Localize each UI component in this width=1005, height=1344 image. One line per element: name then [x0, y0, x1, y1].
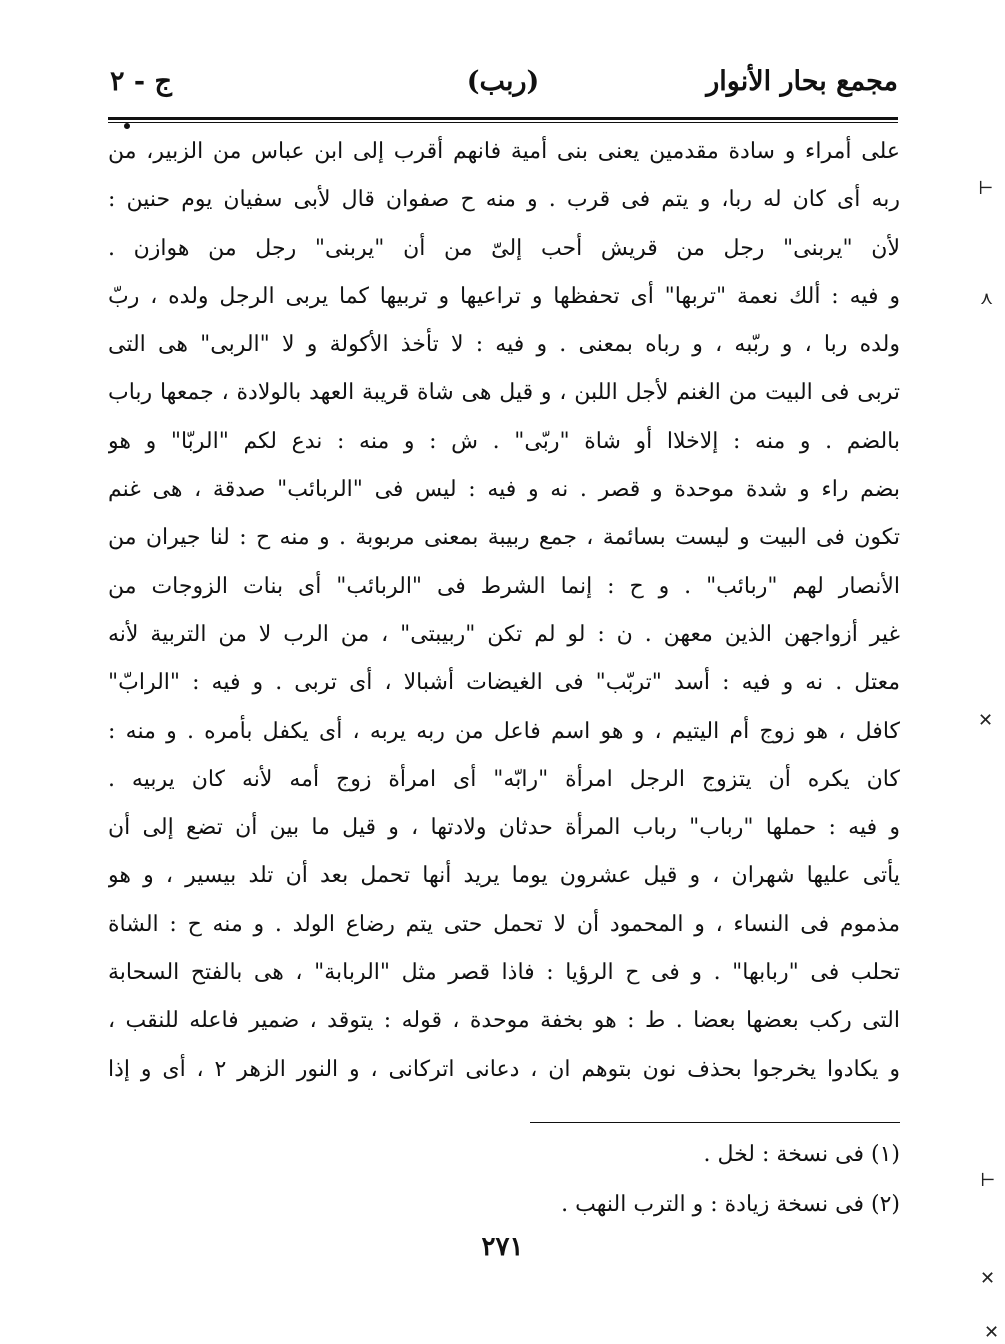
footnotes: [108, 1135, 900, 1235]
text-line: كان يكره أن يتزوج الرجل امرأة "رابّه" أى امرأة زوج أمه لأنه كان يربيه .: [108, 766, 900, 792]
header-rule: [108, 117, 898, 120]
main-text: [108, 128, 900, 1094]
volume-label: ج - ٢: [110, 66, 172, 97]
running-header: [108, 60, 898, 112]
footnote-rule: [530, 1122, 900, 1123]
margin-mark-icon: ⊢: [980, 1170, 996, 1191]
text-line: تحلب فى "ربابها" . و فى ح الرؤيا : فاذا قصر مثل "الربابة" ، هى بالفتح السحابة: [108, 960, 900, 986]
text-line: التى ركب بعضها بعضا . ط : هو بخفة موحدة ، قوله : يتوقد ، ضمير فاعله للنقب ،: [108, 1008, 900, 1034]
margin-mark-icon: ✕: [984, 1322, 1000, 1343]
text-line: تربى فى البيت من الغنم لأجل اللبن ، و قيل هى شاة قريبة العهد بالولادة ، جمعها رباب: [108, 380, 900, 406]
margin-mark-icon: ⊢: [978, 178, 994, 199]
text-line: ربه أى كان له ربا، و يتم فى قرب . و منه ح صفوان قال لأبى سفيان يوم حنين :: [108, 187, 900, 213]
section-heading: (ربب): [466, 66, 540, 97]
footnote-1: (١) فى نسخة : لخل .: [703, 1142, 900, 1167]
text-line: يأتى عليها شهران ، و قيل عشرون يوما يريد أنها تحمل بعد أن تلد بيسير ، و هو: [108, 863, 900, 889]
header-rule-thin: [108, 122, 898, 123]
margin-mark-icon: ✕: [980, 1268, 996, 1289]
margin-mark-icon: ⋏: [980, 288, 994, 309]
text-line: على أمراء و سادة مقدمين يعنى بنى أمية فانهم أقرب إلى ابن عباس من الزبير، من: [108, 139, 900, 164]
page-number: ٢٧١: [481, 1232, 524, 1262]
text-line: مذموم فى النساء ، و المحمود أن لا تحمل حتى يتم رضاع الولد . و منه ح : الشاة: [108, 911, 900, 937]
text-line: و فيه : حملها "رباب" رباب المرأة حدثان ولادتها ، و قيل ما بين أن تضع إلى أن: [108, 815, 900, 841]
text-line: كافل ، هو زوج أم اليتيم ، و هو اسم فاعل من ربه يربه ، أى يكفل بأمره . و منه :: [108, 718, 900, 744]
text-line: تكون فى البيت و ليست بسائمة ، جمع ربيبة بمعنى مربوبة . و منه ح : لنا جيران من: [108, 525, 900, 551]
book-title: مجمع بحار الأنوار: [706, 66, 898, 97]
margin-mark-icon: ✕: [978, 710, 994, 731]
text-line: معتل . نه و فيه : أسد "تربّب" فى الغيضات أشبالا ، أى تربى . و فيه : "الرابّ": [108, 670, 900, 696]
text-line: بضم راء و شدة موحدة و قصر . نه و فيه : ليس فى "الربائب" صدقة ، هى غنم: [108, 477, 900, 503]
text-line: الأنصار لهم "ربائب" . و ح : إنما الشرط فى "الربائب" أى بنات الزوجات من: [108, 573, 900, 599]
footnote-2: (٢) فى نسخة زيادة : و الترب النهب .: [561, 1192, 900, 1217]
text-line: ولده ربا ، و ربّبه ، و رباه بمعنى . و فيه : لا تأخذ الأكولة و لا "الربى" هى التى: [108, 332, 900, 358]
text-line: بالضم . و منه : إلاخلاا أو شاة "ربّى" . ش : و منه : ندع لكم "الربّا" و هو: [108, 428, 900, 454]
text-line: و فيه : ألك نعمة "تربها" أى تحفظها و تراعيها و تربيها كما يربى الرجل ولده ، ربّ: [108, 283, 900, 309]
text-line: غير أزواجهن الذين معهن . ن : لو لم تكن "ربيبتى" ، من الرب لا من التربية لأنه: [108, 621, 900, 647]
text-line: و يكادوا يخرجوا بحذف نون بتوهم ان ، دعانى اتركانى ، و النور الزهر ٢ ، أى و إذا: [108, 1056, 900, 1082]
text-line: لأن "يربنى" رجل من قريش أحب إلىّ من أن "يربنى" رجل من هوازن .: [108, 235, 900, 261]
